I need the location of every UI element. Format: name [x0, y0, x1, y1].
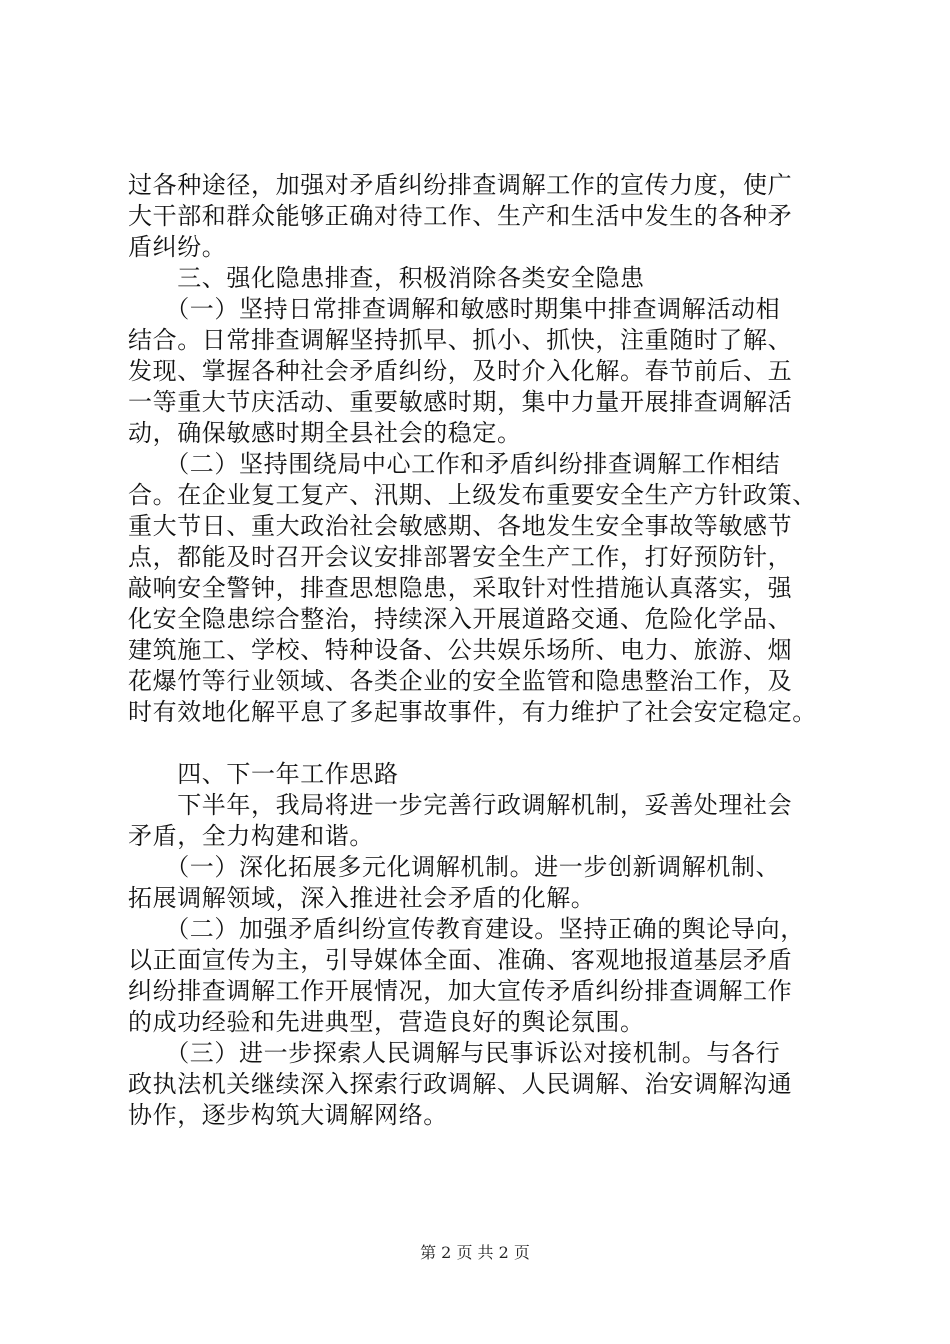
text-line: （二）坚持围绕局中心工作和矛盾纠纷排查调解工作相结 [128, 450, 781, 478]
document-body [128, 170, 828, 1131]
text-line: 过各种途径，加强对矛盾纠纷排查调解工作的宣传力度，使广 [128, 171, 793, 199]
text-line: 矛盾，全力构建和谐。 [128, 822, 374, 850]
text-line: 结合。日常排查调解坚持抓早、抓小、抓快，注重随时了解、 [128, 326, 793, 354]
text-line: 的成功经验和先进典型，营造良好的舆论氛围。 [128, 1008, 645, 1036]
text-line: 合。在企业复工复产、汛期、上级发布重要安全生产方针政策、 [128, 481, 817, 509]
section-heading: 四、下一年工作思路 [128, 760, 399, 788]
page-number-footer: 第 2 页 共 2 页 [420, 1243, 530, 1262]
text-line: （一）坚持日常排查调解和敏感时期集中排查调解活动相 [128, 295, 781, 323]
text-line: 建筑施工、学校、特种设备、公共娱乐场所、电力、旅游、烟 [128, 636, 793, 664]
text-line: 发现、掌握各种社会矛盾纠纷，及时介入化解。春节前后、五 [128, 357, 793, 385]
text-line: 以正面宣传为主，引导媒体全面、准确、客观地报道基层矛盾 [128, 946, 793, 974]
text-line: 一等重大节庆活动、重要敏感时期，集中力量开展排查调解活 [128, 388, 793, 416]
text-line: 点，都能及时召开会议安排部署安全生产工作，打好预防针， [128, 543, 793, 571]
text-line: 大干部和群众能够正确对待工作、生产和生活中发生的各种矛 [128, 202, 793, 230]
text-line: 敲响安全警钟，排查思想隐患，采取针对性措施认真落实，强 [128, 574, 793, 602]
text-line: 动，确保敏感时期全县社会的稳定。 [128, 419, 522, 447]
text-line: 拓展调解领域，深入推进社会矛盾的化解。 [128, 884, 596, 912]
text-line: 下半年，我局将进一步完善行政调解机制，妥善处理社会 [128, 791, 793, 819]
text-line: （三）进一步探索人民调解与民事诉讼对接机制。与各行 [128, 1039, 781, 1067]
blank-line [128, 728, 828, 759]
text-line: 纠纷排查调解工作开展情况，加大宣传矛盾纠纷排查调解工作 [128, 977, 793, 1005]
text-line: 重大节日、重大政治社会敏感期、各地发生安全事故等敏感节 [128, 512, 793, 540]
text-line: 协作，逐步构筑大调解网络。 [128, 1101, 448, 1129]
text-line: 时有效地化解平息了多起事故事件，有力维护了社会安定稳定。 [128, 698, 817, 726]
text-line: （一）深化拓展多元化调解机制。进一步创新调解机制、 [128, 853, 781, 881]
text-line: 花爆竹等行业领域、各类企业的安全监管和隐患整治工作，及 [128, 667, 793, 695]
text-line: 化安全隐患综合整治，持续深入开展道路交通、危险化学品、 [128, 605, 793, 633]
text-line: 盾纠纷。 [128, 233, 227, 261]
text-line: 政执法机关继续深入探索行政调解、人民调解、治安调解沟通 [128, 1070, 793, 1098]
text-line: （二）加强矛盾纠纷宣传教育建设。坚持正确的舆论导向， [128, 915, 805, 943]
section-heading: 三、强化隐患排查，积极消除各类安全隐患 [128, 264, 645, 292]
